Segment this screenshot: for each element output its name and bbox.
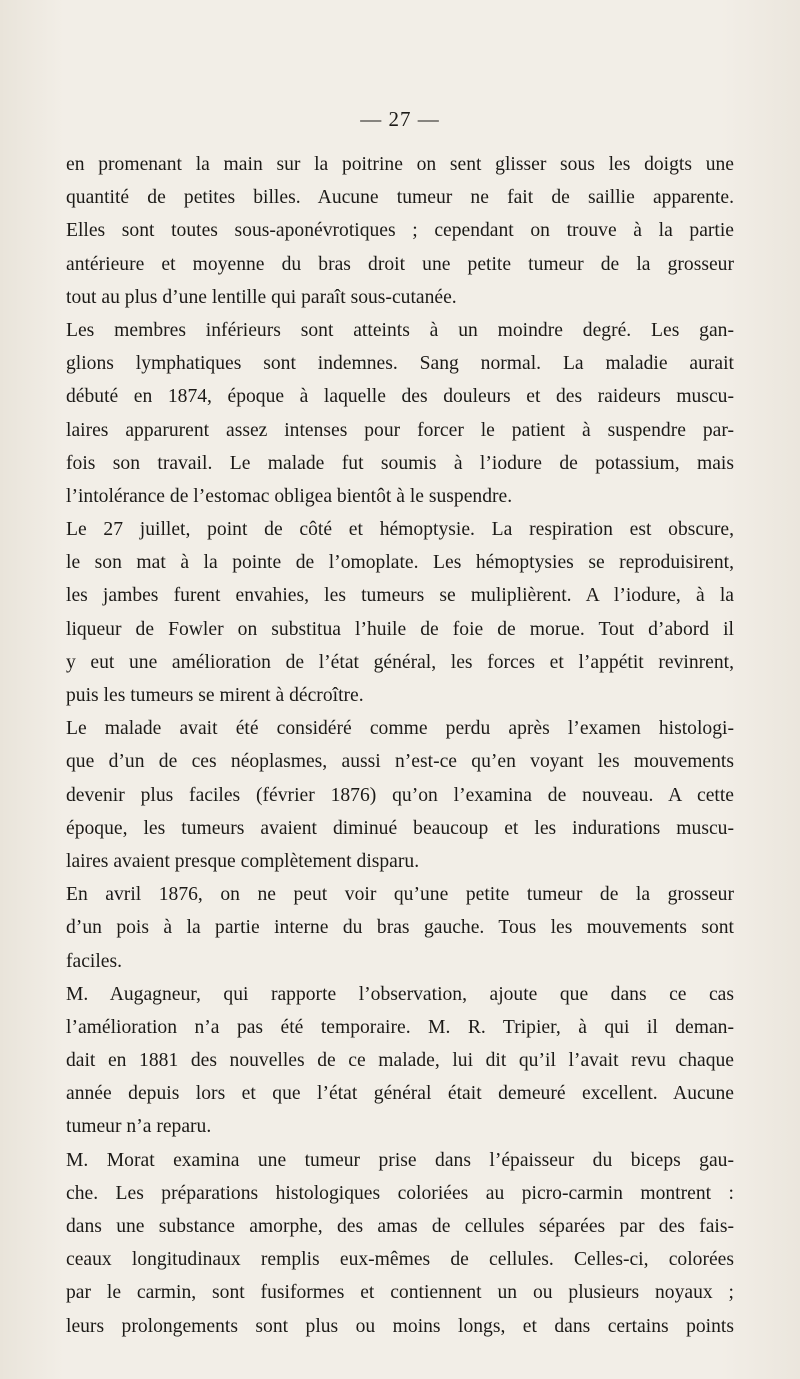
text-line: quantité de petites billes. Aucune tumeur ne fait de saillie apparente. <box>66 187 734 209</box>
text-line: antérieure et moyenne du bras droit une petite tumeur de la grosseur <box>66 253 734 275</box>
text-line: d’un pois à la partie interne du bras gauche. Tous les mouvements sont <box>66 917 734 939</box>
text-line: l’intolérance de l’estomac obligea bientôt à le suspendre. <box>66 485 513 507</box>
text-line: par le carmin, sont fusiformes et contiennent un ou plusieurs noyaux ; <box>66 1282 734 1304</box>
text-line: M. Morat examina une tumeur prise dans l’épaisseur du biceps gau- <box>66 1149 734 1171</box>
text-line: puis les tumeurs se mirent à décroître. <box>66 685 364 706</box>
text-line: Les membres inférieurs sont atteints à un moindre degré. Les gan- <box>66 319 734 341</box>
text-line: époque, les tumeurs avaient diminué beaucoup et les indurations muscu- <box>66 817 734 839</box>
text-line: tumeur n’a reparu. <box>66 1116 212 1138</box>
text-line: année depuis lors et que l’état général était demeuré excellent. Aucune <box>66 1083 734 1105</box>
text-line: En avril 1876, on ne peut voir qu’une petite tumeur de la grosseur <box>66 884 734 906</box>
text-line: M. Augagneur, qui rapporte l’observation, ajoute que dans ce cas <box>66 983 734 1005</box>
text-line: dans une substance amorphe, des amas de cellules séparées par des fais- <box>66 1216 734 1237</box>
body-text <box>66 148 734 1343</box>
text-line: leurs prolongements sont plus ou moins longs, et dans certains points <box>66 1315 734 1337</box>
text-line: laires apparurent assez intenses pour forcer le patient à suspendre par- <box>66 419 734 441</box>
text-line: ceaux longitudinaux remplis eux-mêmes de cellules. Celles-ci, colorées <box>66 1249 734 1271</box>
text-line: devenir plus faciles (février 1876) qu’on l’examina de nouveau. A cette <box>66 784 734 806</box>
text-line: que d’un de ces néoplasmes, aussi n’est-ce qu’en voyant les mouvements <box>66 751 734 773</box>
page-number: — 27 — <box>360 107 440 131</box>
text-line: che. Les préparations histologiques coloriées au picro-carmin montrent : <box>66 1182 734 1204</box>
text-line: les jambes furent envahies, les tumeurs se muliplièrent. A l’iodure, à la <box>66 585 734 607</box>
text-line: liqueur de Fowler on substitua l’huile de foie de morue. Tout d’abord il <box>66 618 734 640</box>
text-line: tout au plus d’une lentille qui paraît sous-cutanée. <box>66 286 457 308</box>
text-line: Le malade avait été considéré comme perdu après l’examen histologi- <box>66 718 734 740</box>
text-line: dait en 1881 des nouvelles de ce malade, lui dit qu’il l’avait revu chaque <box>66 1050 734 1072</box>
text-line: faciles. <box>66 950 123 972</box>
text-line: y eut une amélioration de l’état général, les forces et l’appétit revinrent, <box>66 651 734 673</box>
text-line: en promenant la main sur la poitrine on sent glisser sous les doigts une <box>66 154 734 175</box>
text-line: le son mat à la pointe de l’omoplate. Les hémoptysies se reproduisirent, <box>66 552 734 574</box>
text-line: laires avaient presque complètement disparu. <box>66 850 420 872</box>
text-line: glions lymphatiques sont indemnes. Sang normal. La maladie aurait <box>66 353 734 375</box>
text-line: Le 27 juillet, point de côté et hémoptysie. La respiration est obscure, <box>66 519 734 541</box>
text-line: débuté en 1874, époque à laquelle des douleurs et des raideurs muscu- <box>66 386 734 408</box>
text-line: fois son travail. Le malade fut soumis à l’iodure de potassium, mais <box>66 452 734 474</box>
text-line: Elles sont toutes sous-aponévrotiques ; cependant on trouve à la partie <box>66 220 734 242</box>
text-line: l’amélioration n’a pas été temporaire. M. R. Tripier, à qui il deman- <box>66 1016 734 1038</box>
